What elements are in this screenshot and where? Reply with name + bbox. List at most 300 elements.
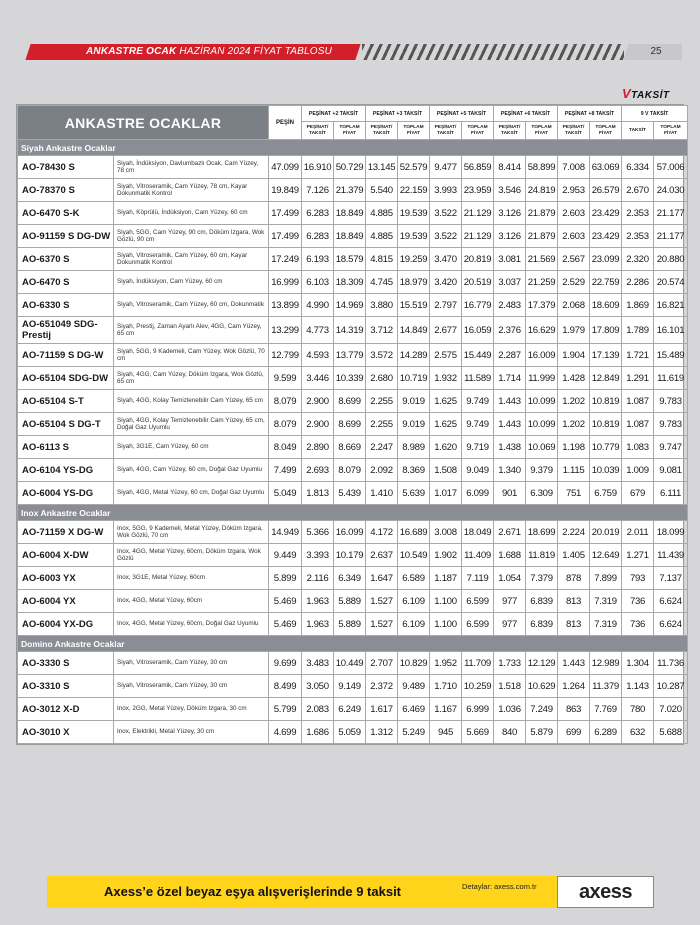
- price-pesin: 8.079: [269, 390, 302, 413]
- price-cell: 19.539: [398, 202, 430, 225]
- price-cell: 12.649: [590, 544, 622, 567]
- price-cell: 10.099: [526, 413, 558, 436]
- taksit-logo-text: TAKSİT: [631, 90, 670, 101]
- price-cell: 10.099: [526, 390, 558, 413]
- price-cell: 7.126: [302, 179, 334, 202]
- price-cell: 2.575: [430, 344, 462, 367]
- price-cell: 1.443: [494, 413, 526, 436]
- product-description: Siyah, 5GG, Cam Yüzey, 90 cm, Döküm Izgara, Wok Gözlü, 90 cm: [114, 225, 269, 248]
- table-row: [18, 721, 688, 744]
- price-cell: 9.749: [462, 390, 494, 413]
- price-cell: 6.349: [334, 567, 366, 590]
- price-cell: 13.779: [334, 344, 366, 367]
- price-cell: 14.289: [398, 344, 430, 367]
- price-cell: 1.428: [558, 367, 590, 390]
- price-cell: 3.712: [366, 317, 398, 344]
- product-description: Inox, Elektrikli, Metal Yüzey, 30 cm: [114, 721, 269, 744]
- price-cell: 7.319: [590, 613, 622, 636]
- group-header: PEŞİNAT +2 TAKSİT: [302, 106, 366, 122]
- price-cell: 11.709: [462, 652, 494, 675]
- product-code: AO-71159 S DG-W: [18, 344, 114, 367]
- price-cell: 5.639: [398, 482, 430, 505]
- price-cell: 813: [558, 613, 590, 636]
- price-cell: 2.011: [622, 521, 654, 544]
- price-cell: 57.006: [654, 156, 688, 179]
- price-cell: 6.249: [334, 698, 366, 721]
- price-cell: 16.059: [462, 317, 494, 344]
- product-description: Siyah, Vitroseramik, Cam Yüzey, 60 cm, Dokunmatik: [114, 294, 269, 317]
- price-cell: 1.167: [430, 698, 462, 721]
- axess-logo-box: [557, 876, 654, 908]
- price-cell: 4.885: [366, 202, 398, 225]
- price-cell: 1.443: [558, 652, 590, 675]
- price-cell: 9.081: [654, 459, 688, 482]
- price-cell: 15.489: [654, 344, 688, 367]
- price-cell: 813: [558, 590, 590, 613]
- price-cell: 19.259: [398, 248, 430, 271]
- price-cell: 5.366: [302, 521, 334, 544]
- price-cell: 18.309: [334, 271, 366, 294]
- price-cell: 2.707: [366, 652, 398, 675]
- group-header: 9 V TAKSİT: [622, 106, 688, 122]
- price-cell: 4.593: [302, 344, 334, 367]
- price-cell: 18.849: [334, 225, 366, 248]
- price-cell: 751: [558, 482, 590, 505]
- price-cell: 4.815: [366, 248, 398, 271]
- price-cell: 1.904: [558, 344, 590, 367]
- price-cell: 12.989: [590, 652, 622, 675]
- price-cell: 632: [622, 721, 654, 744]
- price-cell: 5.889: [334, 590, 366, 613]
- price-pesin: 5.469: [269, 590, 302, 613]
- sub-header-toplam: TOPLAM FİYAT: [462, 122, 494, 140]
- price-cell: 6.759: [590, 482, 622, 505]
- product-description: Siyah, 4GG, Metal Yüzey, 60 cm, Doğal Gaz Uyumlu: [114, 482, 269, 505]
- table-row: [18, 225, 688, 248]
- price-pesin: 16.999: [269, 271, 302, 294]
- price-cell: 56.859: [462, 156, 494, 179]
- price-cell: 3.470: [430, 248, 462, 271]
- price-cell: 1.100: [430, 613, 462, 636]
- price-cell: 2.255: [366, 390, 398, 413]
- price-cell: 2.603: [558, 202, 590, 225]
- price-cell: 1.869: [622, 294, 654, 317]
- product-code: AO-6004 YX: [18, 590, 114, 613]
- price-pesin: 9.449: [269, 544, 302, 567]
- price-cell: 7.119: [462, 567, 494, 590]
- product-code: AO-6003 YX: [18, 567, 114, 590]
- price-cell: 9.019: [398, 413, 430, 436]
- price-cell: 4.745: [366, 271, 398, 294]
- price-pesin: 17.499: [269, 202, 302, 225]
- price-cell: 9.783: [654, 390, 688, 413]
- product-code: AO-6470 S: [18, 271, 114, 294]
- price-cell: 6.999: [462, 698, 494, 721]
- price-cell: 780: [622, 698, 654, 721]
- price-pesin: 5.899: [269, 567, 302, 590]
- header-band: [0, 44, 700, 62]
- price-cell: 1.291: [622, 367, 654, 390]
- price-cell: 1.036: [494, 698, 526, 721]
- price-cell: 21.177: [654, 225, 688, 248]
- price-cell: 20.574: [654, 271, 688, 294]
- price-cell: 3.522: [430, 225, 462, 248]
- price-cell: 1.100: [430, 590, 462, 613]
- price-cell: 3.880: [366, 294, 398, 317]
- price-cell: 3.008: [430, 521, 462, 544]
- price-cell: 6.193: [302, 248, 334, 271]
- price-cell: 1.625: [430, 390, 462, 413]
- price-cell: 16.821: [654, 294, 688, 317]
- price-cell: 8.079: [334, 459, 366, 482]
- price-cell: 4.773: [302, 317, 334, 344]
- price-cell: 8.699: [334, 390, 366, 413]
- product-description: Siyah, 4GG, Cam Yüzey, Döküm Izgara, Wok Gözlü, 65 cm: [114, 367, 269, 390]
- price-cell: 10.629: [526, 675, 558, 698]
- price-cell: 7.137: [654, 567, 688, 590]
- price-cell: 3.572: [366, 344, 398, 367]
- price-cell: 9.719: [462, 436, 494, 459]
- price-cell: 10.179: [334, 544, 366, 567]
- price-cell: 11.619: [654, 367, 688, 390]
- price-cell: 63.069: [590, 156, 622, 179]
- price-cell: 6.109: [398, 613, 430, 636]
- price-cell: 23.429: [590, 225, 622, 248]
- price-cell: 6.589: [398, 567, 430, 590]
- table-row: [18, 521, 688, 544]
- table-row: [18, 613, 688, 636]
- price-cell: 10.549: [398, 544, 430, 567]
- page-title-rest: HAZİRAN 2024 FİYAT TABLOSU: [179, 46, 333, 57]
- price-cell: 3.126: [494, 225, 526, 248]
- price-cell: 10.829: [398, 652, 430, 675]
- product-description: Siyah, İndüksiyon, Cam Yüzey, 60 cm: [114, 271, 269, 294]
- price-cell: 18.849: [334, 202, 366, 225]
- price-cell: 20.819: [462, 248, 494, 271]
- product-code: AO-6004 YS-DG: [18, 482, 114, 505]
- price-cell: 1.710: [430, 675, 462, 698]
- price-pesin: 8.499: [269, 675, 302, 698]
- price-cell: 2.603: [558, 225, 590, 248]
- price-cell: 2.286: [622, 271, 654, 294]
- price-cell: 21.129: [462, 225, 494, 248]
- price-cell: 2.671: [494, 521, 526, 544]
- price-cell: 21.879: [526, 225, 558, 248]
- price-cell: 2.953: [558, 179, 590, 202]
- price-cell: 1.625: [430, 413, 462, 436]
- price-cell: 7.379: [526, 567, 558, 590]
- price-cell: 9.783: [654, 413, 688, 436]
- price-cell: 2.797: [430, 294, 462, 317]
- price-cell: 6.469: [398, 698, 430, 721]
- table-row: [18, 179, 688, 202]
- price-cell: 1.083: [622, 436, 654, 459]
- price-cell: 17.379: [526, 294, 558, 317]
- price-cell: 3.050: [302, 675, 334, 698]
- section-row: [18, 636, 688, 652]
- product-code: AO-3330 S: [18, 652, 114, 675]
- table-row: [18, 367, 688, 390]
- price-cell: 6.309: [526, 482, 558, 505]
- price-cell: 9.019: [398, 390, 430, 413]
- price-cell: 1.115: [558, 459, 590, 482]
- price-cell: 14.849: [398, 317, 430, 344]
- price-cell: 24.819: [526, 179, 558, 202]
- product-code: AO-91159 S DG-DW: [18, 225, 114, 248]
- price-cell: 2.900: [302, 390, 334, 413]
- price-cell: 10.069: [526, 436, 558, 459]
- product-description: Siyah, 4GG, Kolay Temizlenebilir Cam Yüzey, 65 cm: [114, 390, 269, 413]
- table-title: ANKASTRE OCAKLAR: [18, 106, 269, 140]
- price-cell: 2.376: [494, 317, 526, 344]
- price-cell: 1.686: [302, 721, 334, 744]
- price-pesin: 17.249: [269, 248, 302, 271]
- price-cell: 23.959: [462, 179, 494, 202]
- price-cell: 6.099: [462, 482, 494, 505]
- price-cell: 2.092: [366, 459, 398, 482]
- price-cell: 10.819: [590, 390, 622, 413]
- table-row: [18, 544, 688, 567]
- product-description: Siyah, Köprülü, İndüksiyon, Cam Yüzey, 60 cm: [114, 202, 269, 225]
- price-cell: 5.889: [334, 613, 366, 636]
- price-cell: 1.979: [558, 317, 590, 344]
- header-stripes: [362, 44, 624, 60]
- price-cell: 8.669: [334, 436, 366, 459]
- price-cell: 1.714: [494, 367, 526, 390]
- price-cell: 11.379: [590, 675, 622, 698]
- price-cell: 6.111: [654, 482, 688, 505]
- section-title: Domino Ankastre Ocaklar: [18, 636, 688, 652]
- table-row: [18, 436, 688, 459]
- product-description: Siyah, Vitroseramik, Cam Yüzey, 30 cm: [114, 675, 269, 698]
- price-pesin: 7.499: [269, 459, 302, 482]
- price-cell: 21.177: [654, 202, 688, 225]
- product-description: Inox, 4GG, Metal Yüzey, 60cm, Doğal Gaz Uyumlu: [114, 613, 269, 636]
- price-cell: 1.617: [366, 698, 398, 721]
- price-cell: 6.839: [526, 613, 558, 636]
- group-header: PEŞİNAT +8 TAKSİT: [558, 106, 622, 122]
- price-cell: 1.438: [494, 436, 526, 459]
- price-cell: 9.749: [462, 413, 494, 436]
- price-cell: 1.009: [622, 459, 654, 482]
- price-cell: 3.126: [494, 202, 526, 225]
- sub-header-toplam: TOPLAM FİYAT: [654, 122, 688, 140]
- price-cell: 3.993: [430, 179, 462, 202]
- price-cell: 18.579: [334, 248, 366, 271]
- product-code: AO-65104 S DG-T: [18, 413, 114, 436]
- price-cell: 1.087: [622, 413, 654, 436]
- price-cell: 3.393: [302, 544, 334, 567]
- price-cell: 977: [494, 590, 526, 613]
- price-cell: 1.620: [430, 436, 462, 459]
- section-title: Inox Ankastre Ocaklar: [18, 505, 688, 521]
- pesin-header: PEŞİN: [269, 106, 302, 140]
- product-description: Siyah, Vitroseramik, Cam Yüzey, 60 cm, Kayar Dokunmatik Kontrol: [114, 248, 269, 271]
- price-cell: 10.287: [654, 675, 688, 698]
- table-row: [18, 294, 688, 317]
- table-row: [18, 271, 688, 294]
- price-cell: 6.283: [302, 202, 334, 225]
- price-cell: 863: [558, 698, 590, 721]
- product-description: Siyah, 3G1E, Cam Yüzey, 60 cm: [114, 436, 269, 459]
- price-cell: 2.224: [558, 521, 590, 544]
- price-cell: 6.283: [302, 225, 334, 248]
- price-cell: 14.969: [334, 294, 366, 317]
- price-cell: 22.759: [590, 271, 622, 294]
- price-pesin: 9.699: [269, 652, 302, 675]
- axess-logo: axess: [578, 881, 633, 903]
- price-cell: 20.880: [654, 248, 688, 271]
- price-cell: 1.733: [494, 652, 526, 675]
- product-code: AO-6370 S: [18, 248, 114, 271]
- price-cell: 1.902: [430, 544, 462, 567]
- price-cell: 9.489: [398, 675, 430, 698]
- price-cell: 14.319: [334, 317, 366, 344]
- price-cell: 945: [430, 721, 462, 744]
- product-description: Siyah, İndüksiyon, Davlumbazlı Ocak, Cam Yüzey, 78 cm: [114, 156, 269, 179]
- price-cell: 20.019: [590, 521, 622, 544]
- product-description: Siyah, Vitroseramik, Cam Yüzey, 78 cm, Kayar Dokunmatik Kontrol: [114, 179, 269, 202]
- price-cell: 58.899: [526, 156, 558, 179]
- price-cell: 16.629: [526, 317, 558, 344]
- price-pesin: 5.469: [269, 613, 302, 636]
- price-cell: 2.670: [622, 179, 654, 202]
- price-cell: 10.339: [334, 367, 366, 390]
- price-cell: 6.839: [526, 590, 558, 613]
- price-cell: 11.589: [462, 367, 494, 390]
- price-cell: 1.054: [494, 567, 526, 590]
- price-cell: 11.409: [462, 544, 494, 567]
- price-cell: 10.449: [334, 652, 366, 675]
- price-cell: 18.979: [398, 271, 430, 294]
- price-cell: 1.527: [366, 613, 398, 636]
- price-cell: 1.443: [494, 390, 526, 413]
- price-cell: 2.353: [622, 202, 654, 225]
- price-cell: 1.518: [494, 675, 526, 698]
- product-code: AO-71159 X DG-W: [18, 521, 114, 544]
- product-code: AO-6470 S-K: [18, 202, 114, 225]
- price-cell: 5.059: [334, 721, 366, 744]
- taksit-logo-mark: V: [622, 86, 632, 101]
- price-cell: 6.599: [462, 613, 494, 636]
- section-row: [18, 505, 688, 521]
- price-cell: 1.932: [430, 367, 462, 390]
- page-title-bold: ANKASTRE OCAK: [86, 46, 177, 57]
- product-description: Inox, 4GG, Metal Yüzey, 60cm: [114, 590, 269, 613]
- price-cell: 26.579: [590, 179, 622, 202]
- price-cell: 2.353: [622, 225, 654, 248]
- price-table-wrapper: [16, 104, 684, 745]
- price-cell: 52.579: [398, 156, 430, 179]
- price-cell: 1.527: [366, 590, 398, 613]
- price-cell: 2.287: [494, 344, 526, 367]
- price-pesin: 19.849: [269, 179, 302, 202]
- price-pesin: 4.699: [269, 721, 302, 744]
- price-cell: 1.647: [366, 567, 398, 590]
- table-row: [18, 482, 688, 505]
- price-cell: 21.129: [462, 202, 494, 225]
- price-cell: 3.522: [430, 202, 462, 225]
- price-cell: 1.187: [430, 567, 462, 590]
- price-cell: 15.449: [462, 344, 494, 367]
- product-code: AO-78370 S: [18, 179, 114, 202]
- price-cell: 21.379: [334, 179, 366, 202]
- price-pesin: 12.799: [269, 344, 302, 367]
- price-cell: 9.149: [334, 675, 366, 698]
- table-row: [18, 248, 688, 271]
- price-cell: 699: [558, 721, 590, 744]
- product-description: Inox, 3G1E, Metal Yüzey, 60cm: [114, 567, 269, 590]
- table-row: [18, 156, 688, 179]
- price-cell: 1.304: [622, 652, 654, 675]
- product-description: Inox, 4GG, Metal Yüzey, 60cm, Döküm Izgara, Wok Gözlü: [114, 544, 269, 567]
- price-cell: 2.693: [302, 459, 334, 482]
- price-cell: 1.202: [558, 413, 590, 436]
- product-code: AO-651049 SDG-Prestij: [18, 317, 114, 344]
- price-cell: 2.255: [366, 413, 398, 436]
- price-cell: 9.747: [654, 436, 688, 459]
- product-description: Siyah, Vitroseramik, Cam Yüzey, 30 cm: [114, 652, 269, 675]
- price-cell: 3.546: [494, 179, 526, 202]
- product-description: Siyah, Prestij, Zaman Ayarlı Alev, 4GG, Cam Yüzey, 65 cm: [114, 317, 269, 344]
- price-pesin: 13.299: [269, 317, 302, 344]
- sub-header-pesinat: PEŞİNAT/ TAKSİT: [430, 122, 462, 140]
- table-row: [18, 459, 688, 482]
- sub-header-pesinat: PEŞİNAT/ TAKSİT: [558, 122, 590, 140]
- price-cell: 1.721: [622, 344, 654, 367]
- price-cell: 16.689: [398, 521, 430, 544]
- sub-header-toplam: TOPLAM FİYAT: [590, 122, 622, 140]
- price-cell: 21.569: [526, 248, 558, 271]
- price-cell: 8.699: [334, 413, 366, 436]
- product-description: Siyah, 4GG, Cam Yüzey, 60 cm, Doğal Gaz Uyumlu: [114, 459, 269, 482]
- table-row: [18, 202, 688, 225]
- product-code: AO-78430 S: [18, 156, 114, 179]
- group-header: PEŞİNAT +3 TAKSİT: [366, 106, 430, 122]
- price-cell: 3.483: [302, 652, 334, 675]
- price-cell: 3.446: [302, 367, 334, 390]
- price-table-body: [18, 140, 688, 744]
- sub-header-pesinat: PEŞİNAT/ TAKSİT: [494, 122, 526, 140]
- promo-banner-text: Axess’e özel beyaz eşya alışverişlerinde 9 taksit: [104, 884, 402, 899]
- table-row: [18, 590, 688, 613]
- price-cell: 736: [622, 590, 654, 613]
- price-cell: 901: [494, 482, 526, 505]
- price-cell: 2.637: [366, 544, 398, 567]
- price-cell: 1.952: [430, 652, 462, 675]
- price-cell: 7.319: [590, 590, 622, 613]
- price-cell: 2.567: [558, 248, 590, 271]
- page-number: 25: [630, 44, 682, 60]
- product-code: AO-6004 YX-DG: [18, 613, 114, 636]
- price-cell: 5.879: [526, 721, 558, 744]
- price-cell: 1.340: [494, 459, 526, 482]
- product-code: AO-6104 YS-DG: [18, 459, 114, 482]
- price-cell: 20.519: [462, 271, 494, 294]
- price-cell: 10.719: [398, 367, 430, 390]
- price-cell: 1.963: [302, 613, 334, 636]
- section-row: [18, 140, 688, 156]
- table-row: [18, 567, 688, 590]
- price-cell: 9.049: [462, 459, 494, 482]
- table-row: [18, 317, 688, 344]
- promo-banner-details: Detaylar: axess.com.tr: [462, 882, 537, 891]
- price-cell: 2.483: [494, 294, 526, 317]
- price-cell: 18.049: [462, 521, 494, 544]
- price-cell: 8.414: [494, 156, 526, 179]
- price-cell: 977: [494, 613, 526, 636]
- price-pesin: 14.949: [269, 521, 302, 544]
